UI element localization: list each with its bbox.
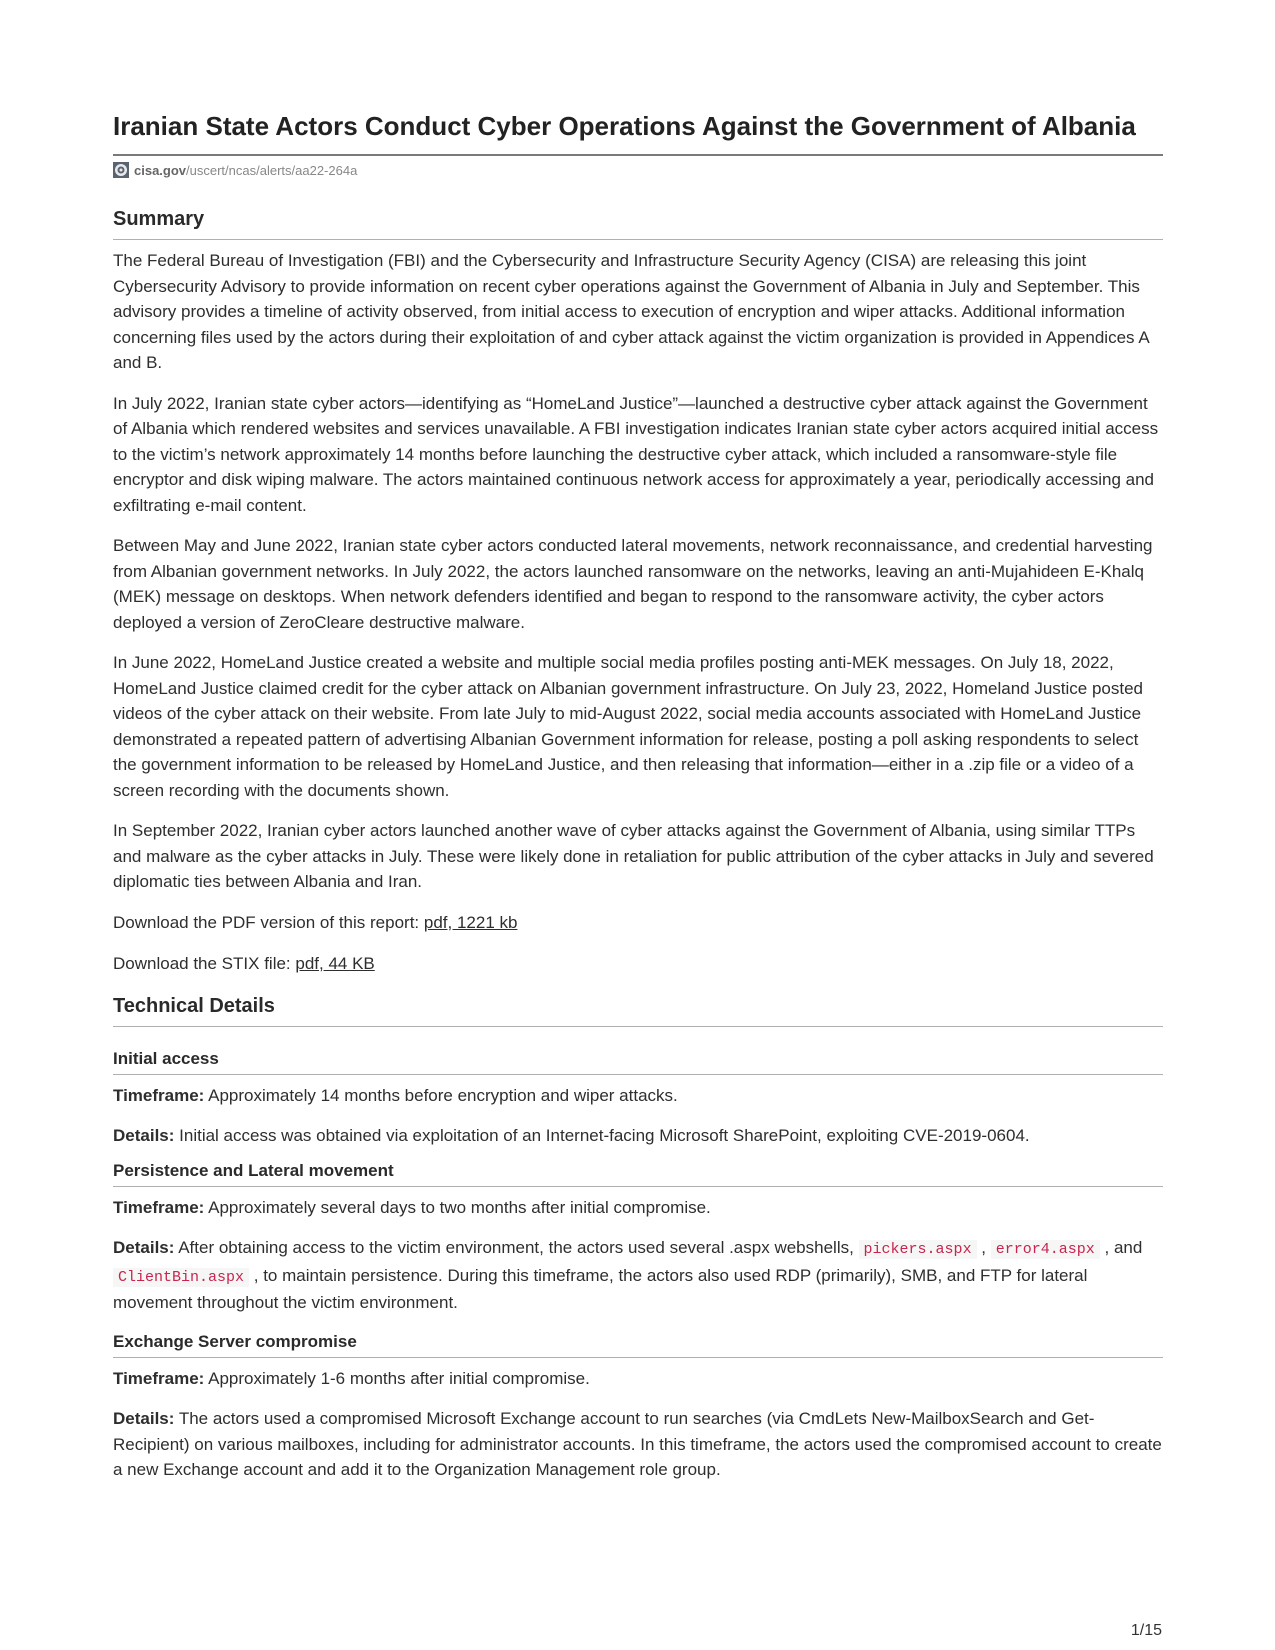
details-text: The actors used a compromised Microsoft Exchange account to run searches (via CmdLets New-MailboxSearch and Get-Recipient) on various mailboxes, including for administrator accounts. In this timeframe, the actors used the compromised account to create a new Exchange account and add it to the Organization Management role group. <box>113 1409 1162 1479</box>
source-path: /uscert/ncas/alerts/aa22-264a <box>186 162 358 178</box>
details-text: , and <box>1099 1238 1143 1257</box>
details-label: Details: <box>113 1409 175 1428</box>
summary-paragraph: The Federal Bureau of Investigation (FBI) and the Cybersecurity and Infrastructure Security Agency (CISA) are releasing this joint Cybersecurity Advisory to provide information on recent cyber operations against the Government of Albania in July and September. This advisory provides a timeline of activity observed, from initial access to execution of encryption and wiper attacks. Additional information concerning files used by the actors during their exploitation of and cyber attack against the victim organization is provided in Appendices A and B. <box>113 251 1149 372</box>
page-number: 1/15 <box>1130 1622 1162 1639</box>
source-link[interactable] <box>134 163 357 178</box>
details-label: Details: <box>113 1238 175 1257</box>
download-pdf-line <box>113 910 1163 936</box>
persistence-timeframe <box>113 1195 1163 1221</box>
details-text: Initial access was obtained via exploitation of an Internet-facing Microsoft SharePoint, exploiting CVE-2019-0604. <box>174 1126 1030 1145</box>
timeframe-label: Timeframe: <box>113 1197 205 1217</box>
summary-paragraph: In September 2022, Iranian cyber actors launched another wave of cyber attacks against the Government of Albania, using similar TTPs and malware as the cyber attacks in July. These were likely done in retaliation for public attribution of the cyber attacks in July and severed diplomatic ties between Albania and Iran. <box>113 821 1154 891</box>
page-title: Iranian State Actors Conduct Cyber Operations Against the Government of Albania <box>113 111 1136 141</box>
summary-heading: Summary <box>113 208 1163 240</box>
cisa-seal-icon <box>113 162 129 178</box>
details-text: , to maintain persistence. During this timeframe, the actors also used RDP (primarily), SMB, and FTP for lateral movement throughout the victim environment. <box>113 1265 1088 1312</box>
technical-details-heading: Technical Details <box>113 995 1163 1027</box>
summary-paragraph: Between May and June 2022, Iranian state cyber actors conducted lateral movements, network reconnaissance, and credential harvesting from Albanian government networks. In July 2022, the actors launched ransomware on the networks, leaving an anti-Mujahideen E-Khalq (MEK) message on desktops. When network defenders identified and began to respond to the ransomware activity, the cyber actors deployed a version of ZeroCleare destructive malware. <box>113 536 1153 632</box>
persistence-details <box>113 1235 1163 1316</box>
timeframe-text: Approximately several days to two months after initial compromise. <box>204 1197 711 1217</box>
download-pdf-label: Download the PDF version of this report: <box>113 912 424 932</box>
code-clientbin-aspx: ClientBin.aspx <box>113 1268 249 1287</box>
exchange-details <box>113 1406 1163 1483</box>
source-line <box>113 162 1163 178</box>
code-error4-aspx: error4.aspx <box>991 1240 1100 1259</box>
title-divider <box>113 154 1163 156</box>
details-text: , <box>976 1238 991 1257</box>
document-page <box>113 110 1163 1483</box>
source-domain: cisa.gov <box>134 162 187 178</box>
download-pdf-link[interactable]: pdf, 1221 kb <box>423 912 518 932</box>
initial-access-timeframe <box>113 1083 1163 1109</box>
timeframe-label: Timeframe: <box>113 1368 205 1388</box>
download-stix-label: Download the STIX file: <box>113 954 296 973</box>
code-pickers-aspx: pickers.aspx <box>859 1240 977 1259</box>
download-stix-link[interactable]: pdf, 44 KB <box>295 954 375 973</box>
exchange-timeframe <box>113 1366 1163 1392</box>
timeframe-text: Approximately 14 months before encryption and wiper attacks. <box>204 1085 678 1105</box>
details-text: After obtaining access to the victim environment, the actors used several .aspx webshells, <box>174 1238 859 1257</box>
details-label: Details: <box>113 1126 175 1145</box>
initial-access-heading: Initial access <box>113 1049 1163 1075</box>
timeframe-label: Timeframe: <box>113 1085 205 1105</box>
download-stix-line <box>113 951 1163 977</box>
persistence-heading: Persistence and Lateral movement <box>113 1161 1163 1187</box>
timeframe-text: Approximately 1-6 months after initial compromise. <box>204 1368 590 1388</box>
initial-access-details <box>113 1123 1163 1149</box>
summary-paragraph: In June 2022, HomeLand Justice created a website and multiple social media profiles posting anti-MEK messages. On July 18, 2022, HomeLand Justice claimed credit for the cyber attack on Albanian government infrastructure. On July 23, 2022, Homeland Justice posted videos of the cyber attack on their website. From late July to mid-August 2022, social media accounts associated with HomeLand Justice demonstrated a repeated pattern of advertising Albanian Government information for release, posting a poll asking respondents to select the government information to be released by HomeLand Justice, and then releasing that information—either in a .zip file or a video of a screen recording with the documents shown. <box>113 653 1143 800</box>
exchange-heading: Exchange Server compromise <box>113 1332 1163 1358</box>
summary-paragraph: In July 2022, Iranian state cyber actors—identifying as “HomeLand Justice”—launched a destructive cyber attack against the Government of Albania which rendered websites and services unavailable. A FBI investigation indicates Iranian state cyber actors acquired initial access to the victim’s network approximately 14 months before launching the destructive cyber attack, which included a ransomware-style file encryptor and disk wiping malware. The actors maintained continuous network access for approximately a year, periodically accessing and exfiltrating e-mail content. <box>113 393 1159 515</box>
